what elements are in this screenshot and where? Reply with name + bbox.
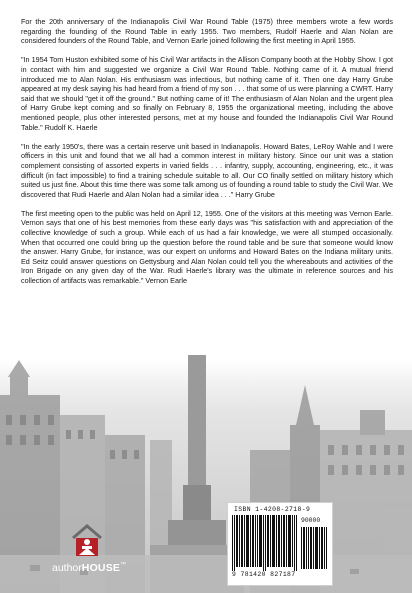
publisher-logo [52, 522, 136, 588]
ean-digits: 9 781420 827187 [232, 571, 296, 578]
earle-quote: The first meeting open to the public was held on April 12, 1955. One of the visitors at this meeting was Vernon Earle. Vernon says that one of his best memories from these early days was "his satisfaction with and appreciation of the collective knowledge of such a group. While each of us had a fair knowledge, we were all stumped occasionally. When that occurred one could bring up the question before the round table and be sure that someone would know the answer. Harry Grube, for instance, was our expert on uniforms and Howard Bates on the Indiana military units. Ed Seitz could answer questions on Gettysburg and Alan Nolan could tell you the whereabouts and activities of the Iron Brigade on any given day of the War. Rudi Haerle's library was the ultimate in reference sources and his collection of artifacts was remarkable." Vernon Earle [21, 208, 393, 286]
price-barcode [301, 527, 327, 569]
haerle-quote: "In 1954 Tom Huston exhibited some of his Civil War artifacts in the Allison Company booth at the Hobby Show. I got in contact with him and suggested we organize a Civil War Round Table. Nothing came of it. A mutual friend introduced me to Alan Nolan. His enthusiasm was infectious, but nothing came of it. Then one day Harry Grube appeared at my desk saying his had heard from a friend of my son . . . that some of us were planning a CWRT. Harry said that we should "get it off the ground." But nothing came of it! The enthusiasm of Alan Nolan and the urgent plea of Harry Grube kept coming and so finally on February 8, 1955 the organizational meeting, including the above mentioned people, plus other interested persons, met at my house and founded the Indianapolis Civil War Round Table." Rudolf K. Haerle [21, 55, 393, 132]
intro-paragraph: For the 20th anniversary of the Indianapolis Civil War Round Table (1975) three members wrote a few words regarding the founding of the Round Table in early 1955. Two members, Rudolf Haerle and Alan Nolan are considered founders of the Round Table, and Vernon Earle joined following the first meeting in April 1955. [21, 17, 393, 46]
ean-barcode [232, 515, 298, 571]
barcode-label [227, 502, 333, 586]
publisher-name-part1: author [52, 562, 82, 574]
price-code: 90000 [301, 517, 321, 524]
isbn-text: ISBN 1-4208-2718-9 [234, 506, 311, 513]
grube-quote: "In the early 1950's, there was a certain reserve unit based in Indianapolis. Howard Bates, LeRoy Wahle and I were officers in this unit and found that we all had a common interest in military history. Since our unit was a station complement consisting of assorted experts in varied fields . . . infantry, supply, accounting, engineering, etc., it was difficult (in fact impossible) to find a training schedule suitable to all. Our CO finally settled on military history which suited us just fine. About this time there was some talk among us of founding a round table to study the Civil War. We discovered that Rudi Haerle and Alan Nolan had a similar idea . . ." Harry Grube [21, 141, 393, 199]
back-cover-text [21, 17, 393, 295]
authorhouse-book-reader-icon [70, 522, 104, 558]
trademark-mark: ™ [120, 562, 127, 568]
publisher-name [52, 562, 172, 574]
publisher-name-part2: HOUSE [81, 562, 121, 574]
